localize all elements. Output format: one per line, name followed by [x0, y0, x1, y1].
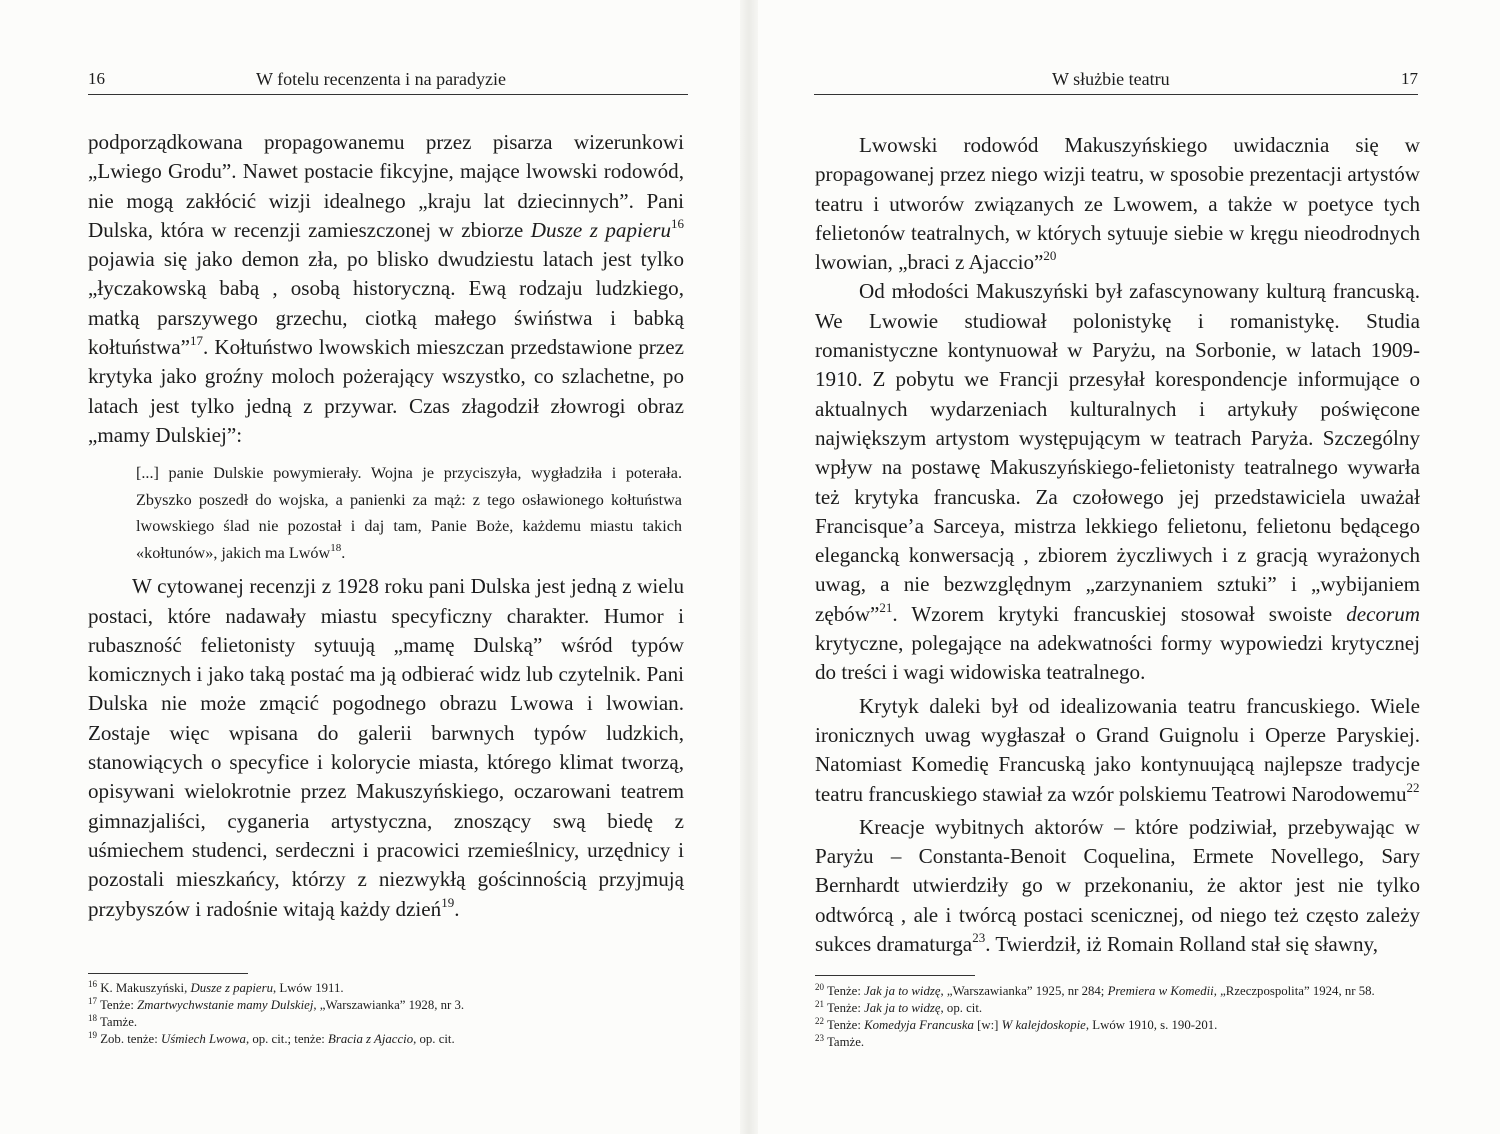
paragraph: Od młodości Makuszyński był zafascynowany kulturą francuską. We Lwowie studiował polonistykę i romanistykę. Studia romanistyczne kontynuował w Paryżu, na Sorbonie, w latach 1909-1910. Z pobytu we Francji przesyłał korespondencje informujące o aktualnych wydarzeniach kulturalnych i artykuły poświęcone największym artystom występującym w teatrach Paryża. Szczególny wpływ na postawę Makuszyńskiego-felietonisty teatralnego wywarła też krytyka francuska. Za czołowego jej przedstawiciela uważał Francisque’a Sarceya, mistrza lekkiego felietonu, felietonu będącego elegancką konwersacją , zbiorem życzliwych i z gracją wyrażonych uwag, a nie bezwzględnym „zarzynaniem sztuki” i „wybijaniem zębów”$^{21}$. Wzorem krytyki francuskiej stosował swoiste decorum krytyczne, polegające na adekwatności formy wypowiedzi krytycznej do treści i wagi widowiska teatralnego.: [815, 279, 1420, 685]
emphasis: decorum: [1346, 601, 1420, 626]
footnote: $^{21}$ Tenże: Jak ja to widzę, op. cit.: [815, 999, 983, 1015]
page-number: 16: [88, 69, 105, 88]
left-body-text: [88, 128, 684, 924]
right-page: [758, 0, 1500, 1134]
paragraph: Lwowski rodowód Makuszyńskiego uwidacznia się w propagowanej przez niego wizji teatru, w sposobie prezentacji artystów teatru i utworów związanych ze Lwowem, a także w poetyce tych felietonów teatralnych, w których sytuuje siebie w kręgu nieodrodnych lwowian, „braci z Ajaccio”$^{20}$: [815, 133, 1420, 275]
paragraph: W cytowanej recenzji z 1928 roku pani Dulska jest jedną z wielu postaci, które nadawały miastu specyficzny charakter. Humor i rubaszność felietonisty sytuują „mamę Dulską” wśród typów komicznych i jako taką postać ma ją odbierać widz lub czytelnik. Pani Dulska nie może zmącić pogodnego obrazu Lwowa i lwowian. Zostaje więc wpisana do galerii barwnych typów ludzkich, stanowiących o specyfice i kolorycie miasta, którego klimat tworzą, opisywani wielokrotnie przez Makuszyńskiego, oczarowani teatrem gimnazjaliści, cyganeria artystyczna, znoszący swą biedę z uśmiechem studenci, serdeczni i pracowici rzemieślnicy, urzędnicy i pozostali mieszkańcy, którzy z niezwykłą gościnnością przyjmują przybyszów i radośnie witają każdy dzień$^{19}$.: [88, 574, 684, 921]
footnote-ref: 23: [972, 930, 986, 946]
footnote-ref: 22: [1406, 779, 1420, 795]
footnote: $^{17}$ Tenże: Zmartwychwstanie mamy Dulskiej, „Warszawianka” 1928, nr 3.: [88, 996, 465, 1012]
footnote-ref: 19: [441, 894, 455, 910]
footnote: $^{23}$ Tamże.: [815, 1033, 865, 1049]
running-title: W fotelu recenzenta i na paradyzie: [256, 69, 507, 89]
footnote: $^{19}$ Zob. tenże: Uśmiech Lwowa, op. cit.; tenże: Bracia z Ajaccio, op. cit.: [88, 1030, 455, 1046]
footnote: $^{20}$ Tenże: Jak ja to widzę, „Warszawianka” 1925, nr 284; Premiera w Komedii, „Rzeczpospolita” 1924, nr 58.: [815, 982, 1375, 998]
footnote: $^{16}$ K. Makuszyński, Dusze z papieru, Lwów 1911.: [88, 979, 344, 995]
block-quote: [...] panie Dulskie powymierały. Wojna je przyciszyła, wygładziła i poterała. Zbyszko poszedł do wojska, a panienki za mąż: z tego osławionego kołtuństwa lwowskiego ślad nie pozostał i daj tam, Panie Boże, każdemu miastu takich «kołtunów», jakich ma Lwów$^{18}$.: [136, 464, 682, 562]
paragraph: Kreacje wybitnych aktorów – które podziwiał, przebywając w Paryżu – Constanta-Benoit Coquelina, Ermete Novellego, Sary Bernhardt utwierdziły go w przekonaniu, że aktor jest nie tylko odtwórcą , ale i twórcą postaci scenicznej, od niego też często zależy sukces dramaturga$^{23}$. Twierdził, iż Romain Rolland stał się sławny,: [815, 814, 1420, 957]
footnote-ref: 17: [189, 333, 203, 349]
book-gutter: [740, 0, 758, 1134]
left-page-header: [88, 66, 688, 95]
footnote: $^{18}$ Tamże.: [88, 1013, 138, 1029]
right-footnotes: [815, 983, 1425, 1051]
left-footnotes: [88, 980, 678, 1048]
footnote-ref: 21: [879, 599, 893, 615]
book-title: Dusze z papieru: [530, 217, 672, 242]
footnote-separator: [88, 973, 248, 974]
footnote-separator: [815, 975, 975, 976]
footnote-ref: 18: [330, 541, 342, 554]
footnote-ref: 20: [1043, 248, 1057, 264]
right-page-header: [814, 66, 1418, 95]
left-page: [0, 0, 740, 1134]
page-number: 17: [1401, 69, 1418, 88]
paragraph: Krytyk daleki był od idealizowania teatru francuskiego. Wiele ironicznych uwag wygłaszał o Grand Guignolu i Operze Paryskiej. Natomiast Komedię Francuską jako kontynuującą najlepsze tradycje teatru francuskiego stawiał za wzór polskiemu Teatrowi Narodowemu$^{22}$: [815, 693, 1420, 806]
footnote: $^{22}$ Tenże: Komedyja Francuska [w:] W kalejdoskopie, Lwów 1910, s. 190-201.: [815, 1016, 1218, 1032]
footnote-ref: 16: [671, 215, 685, 231]
running-title: W służbie teatru: [1052, 69, 1170, 89]
right-body-text: [815, 131, 1420, 959]
paragraph: podporządkowana propagowanemu przez pisarza wizerunkowi „Lwiego Grodu”. Nawet postacie fikcyjne, mające lwowski rodowód, nie mogą zakłócić wizji idealnego „kraju lat dziecinnych”. Pani Dulska, która w recenzji zamieszczonej w zbiorze Dusze z papieru$^{16}$ pojawia się jako demon zła, po blisko dwudziestu latach jest tylko „łyczakowską babą , osobą historyczną. Ewą rodzaju ludzkiego, matką parszywego grzechu, ciotką małego świństwa i babką kołtuństwa”$^{17}$. Kołtuństwo lwowskich mieszczan przedstawione przez krytyka jako groźny moloch pożerający wszystko, co szlachetne, po latach jest tylko jedną z przywar. Czas złagodził złowrogi obraz „mamy Dulskiej”:: [88, 130, 685, 447]
